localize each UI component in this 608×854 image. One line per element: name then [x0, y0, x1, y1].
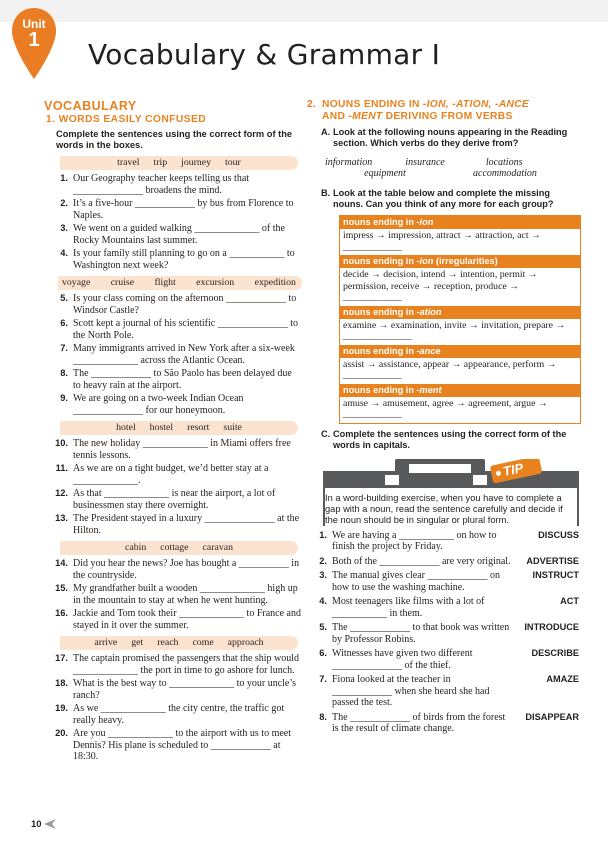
item-number: 6.	[60, 318, 68, 328]
noun-word: accommodation	[473, 168, 537, 179]
tip-label: TIP	[501, 459, 525, 479]
item-text: Are you _____________ to the airport with us to meet Dennis? His plane is scheduled to ____________ at 18:30.	[73, 728, 292, 762]
table-header	[340, 216, 580, 229]
item-number: 6.	[319, 648, 327, 658]
exercise-item	[44, 368, 302, 391]
table-body: examine → examination, invite → invitation, prepare → ______________	[343, 319, 566, 342]
exercise-item	[44, 608, 302, 631]
header-text: nouns ending in	[343, 217, 417, 227]
item-number: 20.	[55, 728, 68, 738]
noun-endings-table	[339, 215, 581, 424]
unit-badge	[10, 18, 58, 50]
item-text: The manual gives clear ____________ on how to use the washing machine.	[332, 570, 501, 593]
word-box-item: hostel	[149, 422, 174, 433]
noun-list	[325, 157, 565, 179]
item-number: 13.	[55, 513, 68, 523]
exercise-groups	[44, 156, 302, 763]
item-text: We are going on a two-week Indian Ocean ______________ for our honeymoon.	[73, 393, 244, 416]
instruction-text: Complete the sentences using the correct form of the words in capitals.	[333, 428, 567, 450]
capital-word: AMAZE	[546, 674, 579, 684]
item-text: Is your class coming on the afternoon ____________ to Windsor Castle?	[73, 293, 297, 316]
part-b-instructions	[307, 188, 579, 210]
item-number: 3.	[319, 570, 327, 580]
exercise-item	[307, 556, 579, 568]
top-band	[0, 0, 608, 22]
item-text: Most teenagers like films with a lot of ___________ in them.	[332, 596, 485, 619]
word-box-item: travel	[117, 157, 140, 168]
word-box	[60, 636, 298, 650]
word-box-item: excursion	[196, 277, 235, 288]
exercise-item	[307, 648, 579, 671]
item-text: Fiona looked at the teacher in ____________ when she heard she had passed the test.	[332, 674, 490, 708]
item-number: 5.	[60, 293, 68, 303]
capital-word: DESCRIBE	[531, 648, 579, 658]
word-box-item: trip	[153, 157, 168, 168]
item-number: 1.	[319, 529, 327, 540]
word-box-item: cabin	[125, 542, 147, 553]
heading-suffixes: -ION, -ATION, -ANCE	[422, 99, 530, 110]
word-box-item: reach	[157, 637, 179, 648]
exercise-item	[44, 198, 302, 221]
item-number: 7.	[60, 343, 68, 353]
word-box-item: hotel	[116, 422, 136, 433]
header-text: nouns ending in	[343, 384, 417, 395]
item-number: 12.	[55, 488, 68, 498]
header-suffix: -ion	[416, 256, 434, 266]
item-number: 18.	[55, 678, 68, 688]
noun-word: information	[325, 157, 373, 168]
vocabulary-column	[44, 99, 302, 763]
word-box-item: resort	[187, 422, 210, 433]
part-letter: C.	[321, 428, 331, 439]
capital-word: DISCUSS	[538, 529, 579, 540]
item-number: 7.	[319, 674, 327, 684]
item-number: 15.	[55, 583, 68, 593]
part-a-instructions	[307, 127, 579, 149]
header-text: nouns ending in	[343, 306, 417, 317]
word-box-item: get	[131, 637, 144, 648]
capital-word: ACT	[560, 596, 579, 606]
word-box-item: cruise	[110, 277, 135, 288]
exercise-item	[44, 653, 302, 676]
item-text: The ____________ of birds from the forest is the result of climate change.	[332, 711, 506, 734]
item-text: As we are on a tight budget, we’d better stay at a _____________.	[73, 463, 269, 486]
word-box-item: journey	[181, 157, 212, 168]
item-text: Our Geography teacher keeps telling us that ______________ broadens the mind.	[73, 173, 250, 196]
exercise-item	[44, 393, 302, 416]
word-box	[60, 541, 298, 555]
table-body: assist → assistance, appear → appearance, perform → ____________	[343, 358, 557, 381]
header-text: nouns ending in	[343, 345, 417, 356]
header-text: nouns ending in	[343, 256, 417, 266]
word-box-item: voyage	[62, 277, 91, 288]
subsection-title: 1. WORDS EASILY CONFUSED	[46, 114, 207, 125]
item-number: 5.	[319, 622, 327, 632]
item-number: 2.	[60, 198, 68, 208]
exercise-item	[44, 678, 302, 701]
section-number: 2.	[307, 99, 317, 110]
item-text: As we _____________ the city centre, the traffic got really heavy.	[73, 703, 285, 726]
header-suffix: -ment	[416, 384, 442, 395]
noun-word: insurance	[405, 157, 445, 168]
header-extra: (irregularities)	[433, 256, 498, 266]
table-header	[340, 255, 580, 268]
nouns-column	[307, 99, 579, 735]
item-number: 8.	[60, 368, 68, 378]
heading-part: AND	[322, 111, 349, 122]
word-box-item: flight	[154, 277, 176, 288]
tip-text: In a word-building exercise, when you have to complete a gap with a noun, read the sentence carefully and decide if the noun should be in singular or plural form.	[325, 492, 563, 525]
item-text: Both of the ____________ are very original.	[332, 555, 511, 567]
exercise-item	[44, 248, 302, 271]
part-letter: A.	[321, 127, 331, 137]
exercise-item	[307, 570, 579, 593]
item-text: The ____________ to that book was written by Professor Robins.	[332, 622, 510, 645]
exercise-item	[307, 596, 579, 619]
exercise-item	[44, 513, 302, 536]
item-text: The new holiday _____________ in Miami offers free tennis lessons.	[73, 438, 291, 461]
item-text: As that _____________ is near the airport, a lot of businessmen stay there overnight.	[73, 488, 276, 511]
exercise-item	[44, 343, 302, 366]
exercise-item	[44, 703, 302, 726]
page-number: 10	[31, 819, 42, 830]
header-suffix: -ance	[416, 345, 441, 356]
heading-part: DERIVING FROM VERBS	[382, 111, 513, 122]
word-box	[60, 156, 298, 170]
word-box-item: come	[192, 637, 214, 648]
exercise-item	[44, 318, 302, 341]
page-arrow-icon	[44, 819, 56, 829]
heading-part: NOUNS ENDING IN	[322, 99, 423, 110]
item-number: 1.	[60, 173, 68, 183]
instructions: Complete the sentences using the correct form of the words in the boxes.	[56, 129, 293, 150]
page-title: Vocabulary & Grammar I	[88, 38, 441, 71]
item-text: The President stayed in a luxury ______________ at the Hilton.	[73, 513, 300, 536]
item-text: Scott kept a journal of his scientific ______________ to the North Pole.	[73, 318, 298, 341]
item-text: Witnesses have given two different ______________ of the thief.	[332, 648, 473, 671]
section-title: VOCABULARY	[44, 99, 137, 113]
word-box	[58, 276, 302, 290]
exercise-item	[44, 488, 302, 511]
word-box	[60, 421, 298, 435]
item-number: 11.	[55, 463, 68, 473]
item-number: 16.	[55, 608, 68, 618]
exercise-item	[44, 223, 302, 246]
item-number: 19.	[55, 703, 68, 713]
section-heading	[322, 99, 529, 123]
capital-word: INSTRUCT	[532, 570, 579, 580]
item-text: It’s a five-hour ____________ by bus from Florence to Naples.	[73, 198, 294, 221]
table-body: decide → decision, intend → intention, permit → permission, receive → reception, produce → ____________	[343, 269, 538, 303]
item-number: 4.	[60, 248, 68, 258]
item-text: Did you hear the news? Joe has bought a __________ in the countryside.	[73, 558, 300, 581]
word-box-item: arrive	[94, 637, 118, 648]
item-text: The ____________ to São Paolo has been delayed due to heavy rain at the airport.	[73, 368, 292, 391]
item-text: What is the best way to _____________ to your uncle’s ranch?	[73, 678, 297, 701]
item-number: 10.	[55, 438, 68, 448]
part-letter: B.	[321, 188, 331, 198]
table-header	[340, 384, 580, 397]
item-number: 2.	[319, 555, 327, 566]
item-number: 9.	[60, 393, 68, 403]
item-text: We are having a ___________ on how to finish the project by Friday.	[332, 529, 497, 552]
capital-word: ADVERTISE	[526, 555, 579, 566]
exercise-item	[44, 293, 302, 316]
exercise-item	[307, 530, 579, 553]
unit-label: Unit	[22, 17, 46, 31]
item-text: The captain promised the passengers that the ship would _____________ the port in time to go ashore for lunch.	[73, 653, 300, 676]
exercise-item	[44, 463, 302, 486]
exercise-item	[44, 728, 302, 763]
exercise-item	[44, 558, 302, 581]
exercise-item	[44, 583, 302, 606]
tip-box	[323, 459, 579, 526]
instruction-text: Look at the following nouns appearing in the Reading section. Which verbs do they derive from?	[333, 127, 568, 148]
item-number: 14.	[55, 558, 68, 568]
item-text: Many immigrants arrived in New York after a six-week _____________ across the Atlantic Ocean.	[73, 343, 295, 366]
part-c-instructions	[307, 429, 579, 451]
item-text: Jackie and Tom took their _____________ to France and stayed in it over the summer.	[73, 608, 301, 631]
item-number: 8.	[319, 711, 327, 722]
capital-word: DISAPPEAR	[525, 711, 579, 722]
item-text: We went on a guided walking _____________ of the Rocky Mountains last summer.	[73, 223, 285, 246]
word-box-item: cottage	[160, 542, 189, 553]
table-header	[340, 306, 580, 319]
noun-word: locations	[485, 157, 523, 168]
item-text: Is your family still planning to go on a ___________ to Washington next week?	[73, 248, 295, 271]
exercise-item	[307, 712, 579, 735]
exercise-item	[44, 173, 302, 196]
table-body: amuse → amusement, agree → agreement, argue → ____________	[343, 397, 548, 420]
capital-word: INTRODUCE	[524, 622, 579, 632]
part-c-items	[307, 530, 579, 735]
item-number: 17.	[55, 653, 68, 663]
exercise-item	[307, 674, 579, 709]
section-2-title	[307, 99, 579, 123]
instruction-text: Look at the table below and complete the missing nouns. Can you think of any more for each group?	[333, 188, 554, 209]
heading-suffix-ment: -MENT	[348, 111, 383, 122]
word-box-item: suite	[223, 422, 242, 433]
table-body: impress → impression, attract → attraction, act → ____________	[343, 230, 541, 253]
item-number: 4.	[319, 596, 327, 606]
noun-word: equipment	[364, 168, 406, 179]
exercise-item	[307, 622, 579, 645]
word-box-item: expedition	[254, 277, 296, 288]
item-number: 3.	[60, 223, 68, 233]
word-box-item: approach	[227, 637, 264, 648]
unit-number: 1	[28, 29, 40, 51]
word-box-item: tour	[225, 157, 241, 168]
exercise-item	[44, 438, 302, 461]
header-suffix: -ion	[416, 217, 434, 227]
word-box-item: caravan	[202, 542, 233, 553]
header-suffix: -ation	[416, 306, 442, 317]
item-text: My grandfather built a wooden _____________ high up in the mountain to stay at when he went hunting.	[73, 583, 298, 606]
table-header	[340, 345, 580, 358]
